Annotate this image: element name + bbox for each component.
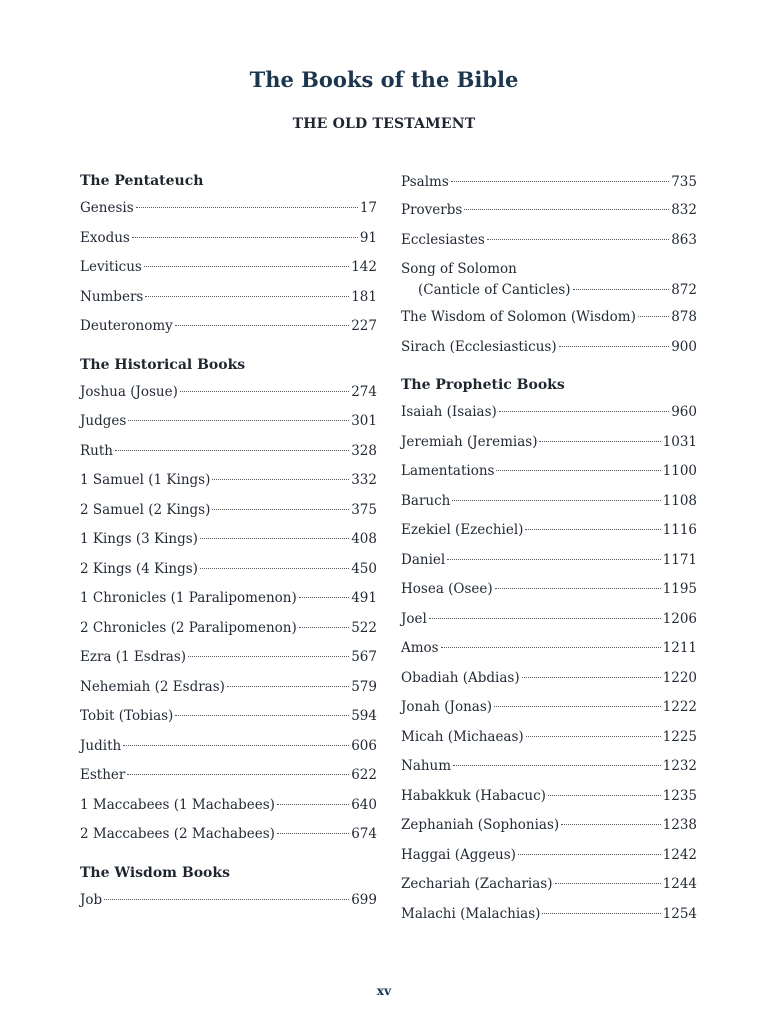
toc-entry-nahum[interactable]: [401, 752, 697, 782]
leader-dots: [212, 509, 349, 510]
entry-page: 91: [359, 229, 377, 246]
entry-page: 606: [351, 737, 377, 754]
toc-entry-jeremiah[interactable]: [401, 428, 697, 458]
toc-entry-proverbs[interactable]: [401, 196, 697, 226]
entry-page: 1254: [662, 905, 697, 922]
entry-name: Nahum: [401, 758, 452, 774]
entry-page: 450: [351, 560, 377, 577]
entry-page: 1031: [662, 433, 697, 450]
entry-page: 522: [351, 619, 377, 636]
entry-name: Proverbs: [401, 202, 463, 218]
toc-entry-ruth[interactable]: [80, 437, 377, 467]
toc-entry-1-samuel[interactable]: [80, 466, 377, 496]
entry-page: 674: [351, 826, 377, 842]
entry-name: Ruth: [80, 442, 113, 459]
entry-page: 960: [671, 404, 697, 420]
entry-page: 1225: [662, 728, 697, 745]
entry-name: Numbers: [80, 288, 144, 305]
entry-page: 491: [351, 590, 377, 606]
toc-entry-zephaniah[interactable]: [401, 811, 697, 841]
toc-entry-ezra[interactable]: [80, 643, 377, 673]
entry-name: Jeremiah (Jeremias): [401, 433, 538, 450]
leader-dots: [115, 450, 349, 451]
leader-dots: [227, 686, 349, 687]
leader-dots: [188, 656, 349, 657]
leader-dots: [144, 266, 349, 267]
toc-entry-tobit[interactable]: [80, 702, 377, 732]
entry-name: Baruch: [401, 492, 451, 509]
entry-page: 900: [671, 338, 697, 355]
leader-dots: [464, 209, 669, 210]
toc-entry-obadiah[interactable]: [401, 664, 697, 694]
leader-dots: [518, 854, 661, 855]
toc-entry-wisdom[interactable]: [401, 303, 697, 333]
entry-name: Exodus: [80, 229, 130, 246]
leader-dots: [447, 559, 660, 560]
entry-page: 735: [671, 174, 697, 190]
entry-page: 1195: [662, 581, 697, 597]
entry-page: 1220: [662, 669, 697, 686]
leader-dots: [452, 500, 660, 501]
section-heading-historical: The Historical Books: [80, 356, 246, 373]
toc-entry-psalms[interactable]: [401, 168, 697, 196]
toc-entry-2-chronicles[interactable]: [80, 614, 377, 644]
toc-entry-zechariah[interactable]: [401, 870, 697, 900]
entry-page: 567: [351, 649, 377, 665]
entry-page: 594: [351, 708, 377, 724]
page-title: The Books of the Bible: [249, 67, 519, 92]
entry-name: Zechariah (Zacharias): [401, 876, 553, 892]
section-title: THE OLD TESTAMENT: [292, 116, 476, 132]
toc-entry-habakkuk[interactable]: [401, 782, 697, 812]
leader-dots: [573, 289, 670, 290]
leader-dots: [127, 774, 349, 775]
entry-name: Micah (Michaeas): [401, 728, 524, 745]
leader-dots: [526, 736, 661, 737]
toc-entry-1-maccabees[interactable]: [80, 791, 377, 821]
entry-page: 408: [351, 531, 377, 547]
toc-entry-genesis[interactable]: [80, 194, 377, 224]
toc-entry-esther[interactable]: [80, 761, 377, 791]
entry-name: Isaiah (Isaias): [401, 404, 497, 420]
entry-page: 328: [351, 442, 377, 459]
toc-entry-isaiah[interactable]: [401, 398, 697, 428]
entry-page: 579: [351, 678, 377, 695]
toc-entry-ezekiel[interactable]: [401, 516, 697, 546]
toc-entry-amos[interactable]: [401, 634, 697, 664]
entry-name: Habakkuk (Habacuc): [401, 787, 546, 804]
entry-page: 1116: [662, 522, 697, 538]
entry-page: 1232: [662, 758, 697, 774]
entry-page: 622: [351, 767, 377, 783]
entry-page: 863: [671, 231, 697, 248]
entry-page: 1244: [662, 876, 697, 892]
entry-page: 332: [351, 472, 377, 488]
leader-dots: [200, 538, 349, 539]
leader-dots: [299, 597, 349, 598]
entry-page: 17: [359, 200, 377, 216]
entry-name: Daniel: [401, 551, 446, 568]
leader-dots: [104, 899, 349, 900]
entry-page: 1242: [662, 846, 697, 863]
entry-name: 2 Samuel (2 Kings): [80, 501, 211, 518]
entry-page: 1222: [662, 699, 697, 715]
toc-entry-song-of-solomon[interactable]: [401, 255, 697, 303]
leader-dots: [441, 647, 661, 648]
toc-entry-exodus[interactable]: [80, 224, 377, 254]
toc-entry-malachi[interactable]: [401, 900, 697, 930]
entry-page: 181: [351, 288, 377, 305]
right-column: [401, 168, 697, 929]
entry-page: 878: [671, 309, 697, 325]
leader-dots: [132, 237, 358, 238]
entry-name: 1 Kings (3 Kings): [80, 531, 198, 547]
leader-dots: [175, 325, 349, 326]
entry-name: Judith: [80, 737, 122, 754]
entry-page: 832: [671, 202, 697, 218]
entry-page: 227: [351, 318, 377, 334]
toc-entry-nehemiah[interactable]: [80, 673, 377, 703]
left-column: [80, 168, 377, 915]
entry-page: 375: [351, 501, 377, 518]
entry-name: Leviticus: [80, 259, 142, 275]
entry-name: Malachi (Malachias): [401, 905, 541, 922]
toc-entry-job[interactable]: [80, 886, 377, 916]
entry-page: 301: [351, 413, 377, 429]
page-number: xv: [376, 984, 392, 998]
entry-name: Job: [80, 891, 103, 908]
entry-name: Ezra (1 Esdras): [80, 649, 187, 665]
section-heading-wisdom: The Wisdom Books: [80, 864, 230, 881]
leader-dots: [487, 239, 669, 240]
leader-dots: [539, 441, 660, 442]
entry-page: 1211: [662, 640, 697, 656]
toc-entry-joel[interactable]: [401, 605, 697, 635]
toc-entry-joshua[interactable]: [80, 378, 377, 408]
leader-dots: [212, 479, 349, 480]
leader-dots: [548, 795, 661, 796]
toc-entry-micah[interactable]: [401, 723, 697, 753]
entry-page: 640: [351, 796, 377, 813]
leader-dots: [542, 913, 660, 914]
entry-page: 1206: [662, 610, 697, 627]
leader-dots: [128, 420, 349, 421]
entry-name: Ecclesiastes: [401, 231, 485, 248]
section-heading-prophetic: The Prophetic Books: [401, 377, 565, 393]
toc-entry-2-kings[interactable]: [80, 555, 377, 585]
entry-name: 2 Chronicles (2 Paralipomenon): [80, 619, 297, 636]
entry-name: Sirach (Ecclesiasticus): [401, 338, 557, 355]
entry-name: Zephaniah (Sophonias): [401, 817, 560, 833]
leader-dots: [429, 618, 661, 619]
leader-dots: [175, 715, 349, 716]
leader-dots: [494, 706, 661, 707]
leader-dots: [522, 677, 661, 678]
entry-page: 1171: [662, 551, 697, 568]
leader-dots: [200, 568, 349, 569]
toc-entry-judges[interactable]: [80, 407, 377, 437]
entry-name: Hosea (Osee): [401, 581, 493, 597]
entry-name: Psalms: [401, 174, 449, 190]
entry-name: Ezekiel (Ezechiel): [401, 522, 524, 538]
toc-entry-1-kings[interactable]: [80, 525, 377, 555]
leader-dots: [136, 207, 358, 208]
leader-dots: [453, 765, 661, 766]
entry-name: Lamentations: [401, 463, 495, 479]
entry-name: Tobit (Tobias): [80, 708, 174, 724]
entry-name: 1 Chronicles (1 Paralipomenon): [80, 590, 297, 606]
leader-dots: [495, 588, 661, 589]
leader-dots: [180, 391, 349, 392]
leader-dots: [123, 745, 349, 746]
toc-entry-sirach[interactable]: [401, 333, 697, 363]
entry-name: 1 Samuel (1 Kings): [80, 472, 211, 488]
entry-name: Joshua (Josue): [80, 383, 178, 400]
entry-name: Nehemiah (2 Esdras): [80, 678, 225, 695]
entry-name: 2 Kings (4 Kings): [80, 560, 198, 577]
toc-entry-jonah[interactable]: [401, 693, 697, 723]
entry-name: Judges: [80, 413, 127, 429]
entry-page: 1100: [662, 463, 697, 479]
leader-dots: [451, 181, 669, 182]
entry-name: 2 Maccabees (2 Machabees): [80, 826, 275, 842]
leader-dots: [638, 316, 669, 317]
entry-page: 274: [351, 383, 377, 400]
entry-name: Deuteronomy: [80, 318, 173, 334]
leader-dots: [277, 804, 349, 805]
leader-dots: [145, 296, 349, 297]
toc-entry-hosea[interactable]: [401, 575, 697, 605]
entry-name: Genesis: [80, 200, 134, 216]
toc-entry-leviticus[interactable]: [80, 253, 377, 283]
toc-entry-haggai[interactable]: [401, 841, 697, 871]
entry-page: 1235: [662, 787, 697, 804]
leader-dots: [299, 627, 349, 628]
leader-dots: [496, 470, 660, 471]
entry-name: Joel: [401, 610, 427, 627]
leader-dots: [525, 529, 660, 530]
toc-entry-lamentations[interactable]: [401, 457, 697, 487]
section-heading-pentateuch: The Pentateuch: [80, 173, 204, 189]
entry-name: Song of Solomon: [401, 261, 517, 277]
entry-name: Esther: [80, 767, 126, 783]
toc-entry-1-chronicles[interactable]: [80, 584, 377, 614]
entry-page: 872: [671, 282, 697, 298]
entry-name: 1 Maccabees (1 Machabees): [80, 796, 275, 813]
entry-name: Amos: [401, 640, 439, 656]
entry-page: 1238: [662, 817, 697, 833]
toc-entry-judith[interactable]: [80, 732, 377, 762]
toc-entry-ecclesiastes[interactable]: [401, 226, 697, 256]
toc-entry-2-maccabees[interactable]: [80, 820, 377, 850]
toc-entry-2-samuel[interactable]: [80, 496, 377, 526]
leader-dots: [559, 346, 670, 347]
entry-page: 142: [351, 259, 377, 275]
toc-entry-deuteronomy[interactable]: [80, 312, 377, 342]
leader-dots: [555, 883, 661, 884]
entry-page: 699: [351, 891, 377, 908]
leader-dots: [561, 824, 660, 825]
toc-entry-daniel[interactable]: [401, 546, 697, 576]
leader-dots: [277, 833, 349, 834]
leader-dots: [499, 411, 669, 412]
entry-name: The Wisdom of Solomon (Wisdom): [401, 309, 636, 325]
entry-name: Haggai (Aggeus): [401, 846, 516, 863]
toc-entry-numbers[interactable]: [80, 283, 377, 313]
entry-alt-name: (Canticle of Canticles): [418, 282, 571, 298]
entry-name: Obadiah (Abdias): [401, 669, 520, 686]
entry-name: Jonah (Jonas): [401, 699, 493, 715]
toc-entry-baruch[interactable]: [401, 487, 697, 517]
entry-page: 1108: [662, 492, 697, 509]
